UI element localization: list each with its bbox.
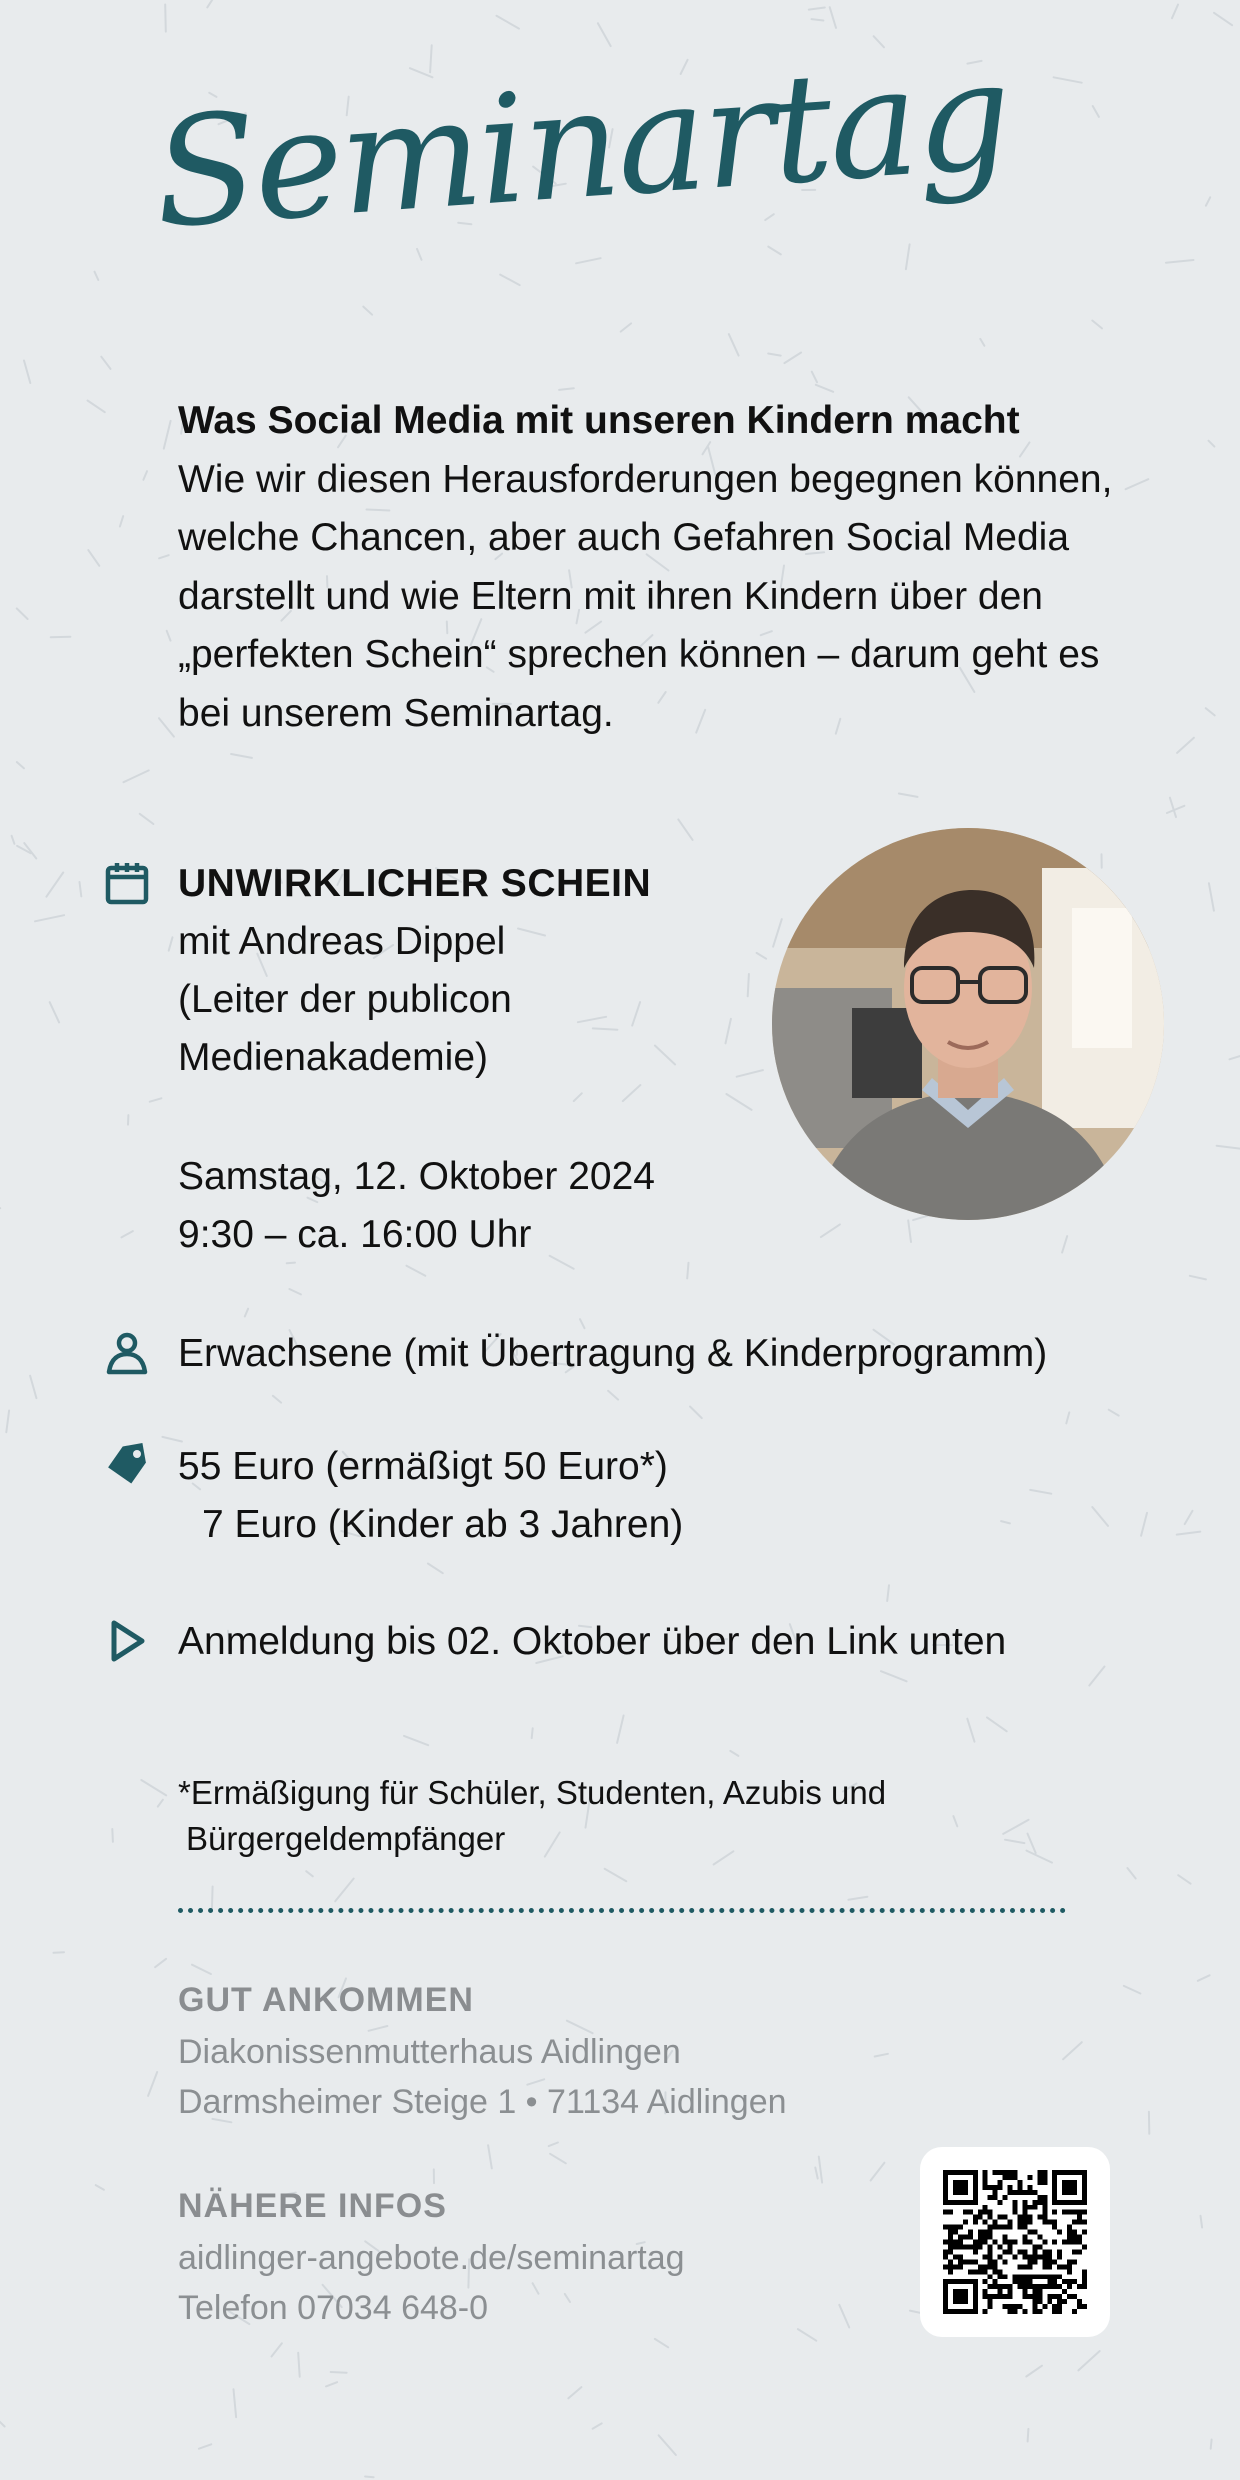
dotted-divider: [178, 1908, 1066, 1913]
registration-row: [178, 1613, 1006, 1671]
event-speaker-role-line1: (Leiter der publicon: [178, 978, 512, 1021]
footnote-line2: Bürgergeldempfänger: [186, 1820, 506, 1857]
event-datetime: [178, 1148, 655, 1264]
event-speaker: mit Andreas Dippel: [178, 920, 506, 963]
more-info-url[interactable]: aidlinger-angebote.de/seminartag: [178, 2239, 685, 2277]
price-adult: 55 Euro (ermäßigt 50 Euro*): [178, 1445, 668, 1488]
intro-text: [178, 392, 1138, 743]
intro-subtitle: Was Social Media mit unseren Kindern macht: [178, 399, 1020, 442]
audience-text: Erwachsene (mit Übertragung & Kinderprogramm): [178, 1332, 1048, 1375]
arrival-place: Diakonissenmutterhaus Aidlingen: [178, 2033, 681, 2071]
arrival-info: [178, 1975, 787, 2127]
event-title: UNWIRKLICHER SCHEIN: [178, 862, 652, 905]
price-child: 7 Euro (Kinder ab 3 Jahren): [202, 1503, 684, 1546]
calendar-icon: [104, 860, 150, 906]
audience-row: [178, 1325, 1047, 1383]
qr-code[interactable]: [920, 2147, 1110, 2337]
event-date: Samstag, 12. Oktober 2024: [178, 1155, 655, 1198]
intro-body: Wie wir diesen Herausforderungen begegnen können, welche Chancen, aber auch Gefahren Social Media darstellt und wie Eltern mit ihren Kindern über den „perfekten Schein“ sprechen können – darum geht es bei unserem Seminartag.: [178, 457, 1113, 735]
person-icon: [104, 1330, 150, 1376]
event-speaker-role-line2: Medienakademie): [178, 1036, 489, 1079]
event-time: 9:30 – ca. 16:00 Uhr: [178, 1213, 532, 1256]
qr-code-image: [943, 2170, 1087, 2314]
price-tag-icon: [104, 1442, 150, 1488]
more-info-phone: Telefon 07034 648-0: [178, 2289, 489, 2327]
footnote-line1: *Ermäßigung für Schüler, Studenten, Azubis und: [178, 1774, 887, 1811]
discount-footnote: [178, 1770, 886, 1862]
price-row: [178, 1438, 683, 1554]
event-details: [178, 855, 738, 1087]
headline: Seminartag: [148, 28, 1014, 262]
more-info: [178, 2181, 685, 2333]
more-info-label: NÄHERE INFOS: [178, 2187, 447, 2225]
registration-text: Anmeldung bis 02. Oktober über den Link unten: [178, 1620, 1007, 1663]
play-arrow-icon: [104, 1618, 150, 1664]
arrival-label: GUT ANKOMMEN: [178, 1981, 474, 2019]
speaker-portrait: [772, 828, 1164, 1220]
arrival-address: Darmsheimer Steige 1 • 71134 Aidlingen: [178, 2083, 787, 2121]
